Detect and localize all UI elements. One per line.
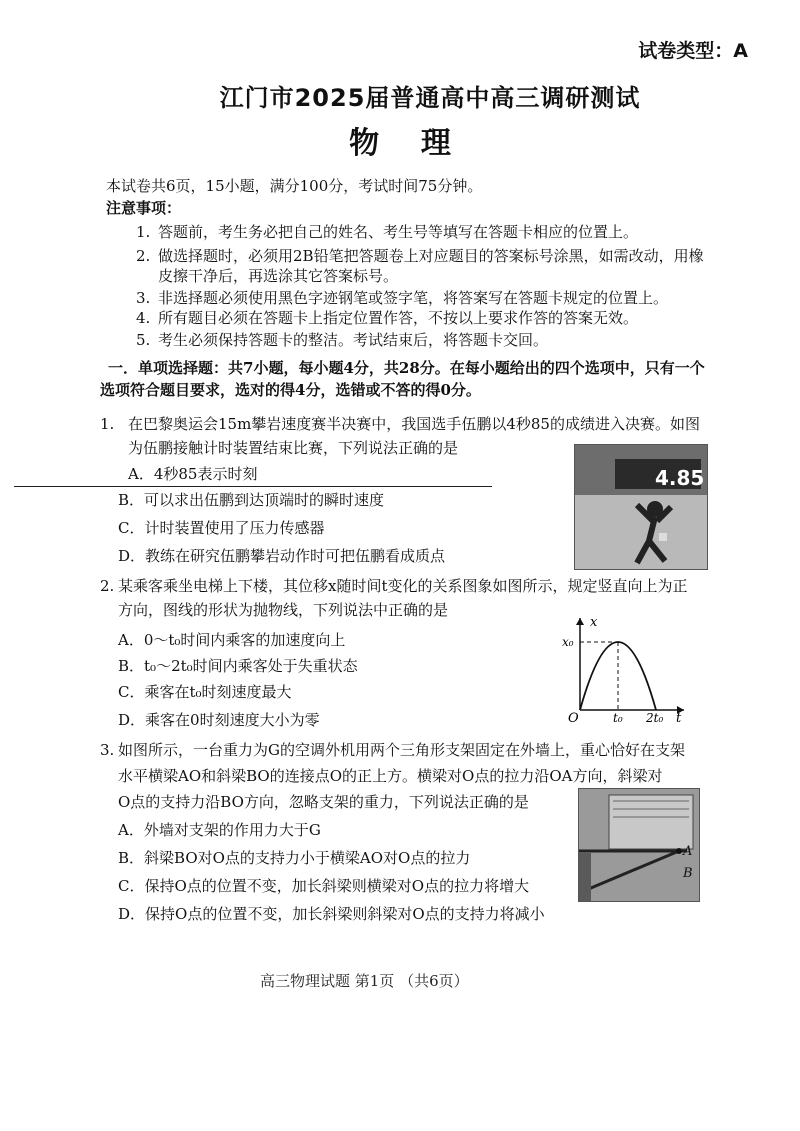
option-b: B．t₀～2t₀时间内乘客处于失重状态 bbox=[118, 657, 358, 675]
question-stem: 在巴黎奥运会15m攀岩速度赛半决赛中，我国选手伍鹏以4秒85的成绩进入决赛。如图 bbox=[128, 415, 700, 433]
option-c: C．计时装置使用了压力传感器 bbox=[118, 519, 325, 537]
origin-label: O bbox=[568, 711, 579, 724]
intro-text: 本试卷共6页，15小题，满分100分，考试时间75分钟。 bbox=[106, 177, 483, 195]
option-d: D．乘客在0时刻速度大小为零 bbox=[118, 711, 320, 729]
option-d: D．保持O点的位置不变，加长斜梁则斜梁对O点的支持力将减小 bbox=[118, 905, 545, 923]
x0-label: x₀ bbox=[562, 635, 574, 649]
bracket-photo bbox=[578, 788, 700, 902]
page-footer: 高三物理试题 第1页 （共6页） bbox=[260, 972, 469, 990]
question-stem: 如图所示，一台重力为G的空调外机用两个三角形支架固定在外墙上，重心恰好在支架 bbox=[118, 741, 685, 759]
subject-title: 物 理 bbox=[349, 126, 451, 161]
notice-item: 3. 非选择题必须使用黑色字迹钢笔或签字笔，将答案写在答题卡规定的位置上。 bbox=[136, 289, 669, 307]
notice-heading: 注意事项： bbox=[106, 199, 182, 217]
option-d: D．教练在研究伍鹏攀岩动作时可把伍鹏看成质点 bbox=[118, 547, 446, 565]
notice-item: 4. 所有题目必须在答题卡上指定位置作答，不按以上要求作答的答案无效。 bbox=[136, 309, 639, 327]
t2-label: 2t₀ bbox=[646, 711, 664, 724]
y-axis-label: x bbox=[590, 615, 598, 630]
x-axis-label: t bbox=[676, 711, 682, 724]
option-a: A．外墙对支架的作用力大于G bbox=[118, 821, 321, 839]
option-c: C．保持O点的位置不变，加长斜梁则横梁对O点的拉力将增大 bbox=[118, 877, 530, 895]
notice-item: 5. 考生必须保持答题卡的整洁。考试结束后，将答题卡交回。 bbox=[136, 331, 549, 349]
question-stem: O点的支持力沿BO方向，忽略支架的重力，下列说法正确的是 bbox=[118, 793, 529, 811]
notice-item-cont: 皮擦干净后，再选涂其它答案标号。 bbox=[158, 267, 399, 285]
option-a: A．4秒85表示时刻 bbox=[128, 465, 258, 483]
question-stem: 某乘客乘坐电梯上下楼，其位移x随时间t变化的关系图象如图所示，规定竖直向上为正 bbox=[118, 577, 688, 595]
notice-item: 2. 做选择题时，必须用2B铅笔把答题卷上对应题目的答案标号涂黑，如需改动，用橡 bbox=[136, 247, 704, 265]
timer-display: 4.85 bbox=[655, 466, 705, 490]
question-number: 1. bbox=[100, 415, 115, 433]
point-a-label: A bbox=[683, 844, 693, 859]
question-number: 2. bbox=[100, 577, 115, 595]
exam-title: 江门市2025届普通高中高三调研测试 bbox=[219, 84, 641, 112]
option-b: B．可以求出伍鹏到达顶端时的瞬时速度 bbox=[118, 491, 385, 509]
climber-illustration bbox=[575, 445, 707, 569]
climbing-photo bbox=[574, 444, 708, 570]
displacement-graph bbox=[560, 612, 690, 724]
option-a: A．0～t₀时间内乘客的加速度向上 bbox=[118, 631, 346, 649]
paper-type: 试卷类型：A bbox=[638, 40, 748, 62]
t0-label: t₀ bbox=[613, 711, 623, 724]
scan-line bbox=[14, 486, 492, 487]
section-heading-cont: 选项符合题目要求，选对的得4分，选错或不答的得0分。 bbox=[100, 381, 481, 399]
bracket-illustration bbox=[579, 789, 699, 901]
option-c: C．乘客在t₀时刻速度最大 bbox=[118, 683, 292, 701]
question-stem: 为伍鹏接触计时装置结束比赛，下列说法正确的是 bbox=[128, 439, 459, 457]
question-stem: 方向，图线的形状为抛物线，下列说法中正确的是 bbox=[118, 601, 449, 619]
question-stem: 水平横梁AO和斜梁BO的连接点O的正上方。横梁对O点的拉力沿OA方向，斜梁对 bbox=[118, 767, 663, 785]
point-b-label: B bbox=[683, 866, 693, 881]
option-b: B．斜梁BO对O点的支持力小于横梁AO对O点的拉力 bbox=[118, 849, 471, 867]
section-heading: 一．单项选择题：共7小题，每小题4分，共28分。在每小题给出的四个选项中，只有一个 bbox=[108, 359, 705, 377]
question-number: 3. bbox=[100, 741, 115, 759]
notice-item: 1. 答题前，考生务必把自己的姓名、考生号等填写在答题卡相应的位置上。 bbox=[136, 223, 639, 241]
